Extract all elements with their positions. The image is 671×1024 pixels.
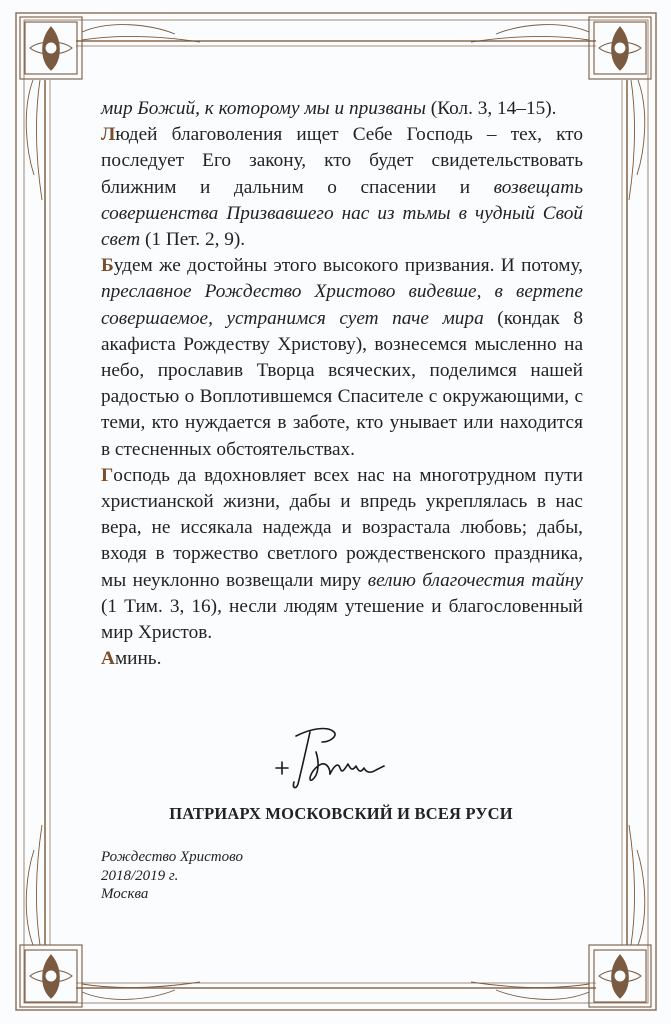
paragraph-text: юдей благоволения ищет Себе Господь – тех, кто последует Его закону, кто будет свидетельствовать ближним и дальним о спасении и xyxy=(101,124,583,198)
quote-italic: возвещать совершенства Призвавшего нас из тьмы в чудный Свой свет xyxy=(101,176,583,251)
drop-initial: Л xyxy=(101,124,116,146)
paragraph-text: (1 Тим. 3, 16), несли людям утешение и благословенный мир Христов. xyxy=(101,595,583,644)
corner-ornament-bottom-right xyxy=(471,825,651,1007)
paragraph-text: осподь да вдохновляет всех нас на многотрудном пути христианской жизни, дабы и впредь укреплялась в нас вера, не иссякала надежда и возрастала любовь; дабы, входя в торжество светлого рождественского праздника, мы неуклонно возвещали миру xyxy=(101,464,583,591)
handwritten-signature xyxy=(272,722,392,792)
quote-italic: мир Божий, к которому мы и призваны xyxy=(101,98,426,119)
letter-body xyxy=(101,96,583,672)
drop-initial: А xyxy=(101,648,115,670)
scripture-ref: (Кол. 3, 14–15). xyxy=(425,98,557,119)
quote-italic: преславное Рождество Христово видевше, в вертепе совершаемое, устранимся сует паче мира xyxy=(101,281,583,329)
quote-italic: велию благочестия тайну xyxy=(367,569,583,591)
paragraph-4 xyxy=(101,463,583,646)
paragraph-5 xyxy=(101,646,583,672)
signature-title: ПАТРИАРХ МОСКОВСКИЙ И ВСЕЯ РУСИ xyxy=(169,804,513,823)
paragraph-text: удем же достойны этого высокого призвания. И потому, xyxy=(113,255,583,277)
paragraph-3 xyxy=(101,253,583,463)
footer-place: Москва xyxy=(101,886,149,902)
paragraph-2 xyxy=(101,122,583,253)
footer-occasion: Рождество Христово xyxy=(101,849,243,865)
drop-initial: Б xyxy=(101,255,114,277)
paragraph-text: (кондак 8 акафиста Рождеству Христову), вознесемся мысленно на небо, прославив Творца всяческих, поделимся нашей радостью о Воплотившемся Спасителе с окружающими, с теми, кто нуждается в заботе, кто унывает или находится в стесненных обстоятельствах. xyxy=(101,307,583,460)
drop-initial: Г xyxy=(101,464,114,486)
footer-year: 2018/2019 г. xyxy=(101,867,179,884)
paragraph-text: минь. xyxy=(114,648,162,670)
date-place-block xyxy=(101,848,243,904)
scripture-ref: (1 Пет. 2, 9). xyxy=(140,229,246,251)
paragraph-1 xyxy=(101,96,583,122)
